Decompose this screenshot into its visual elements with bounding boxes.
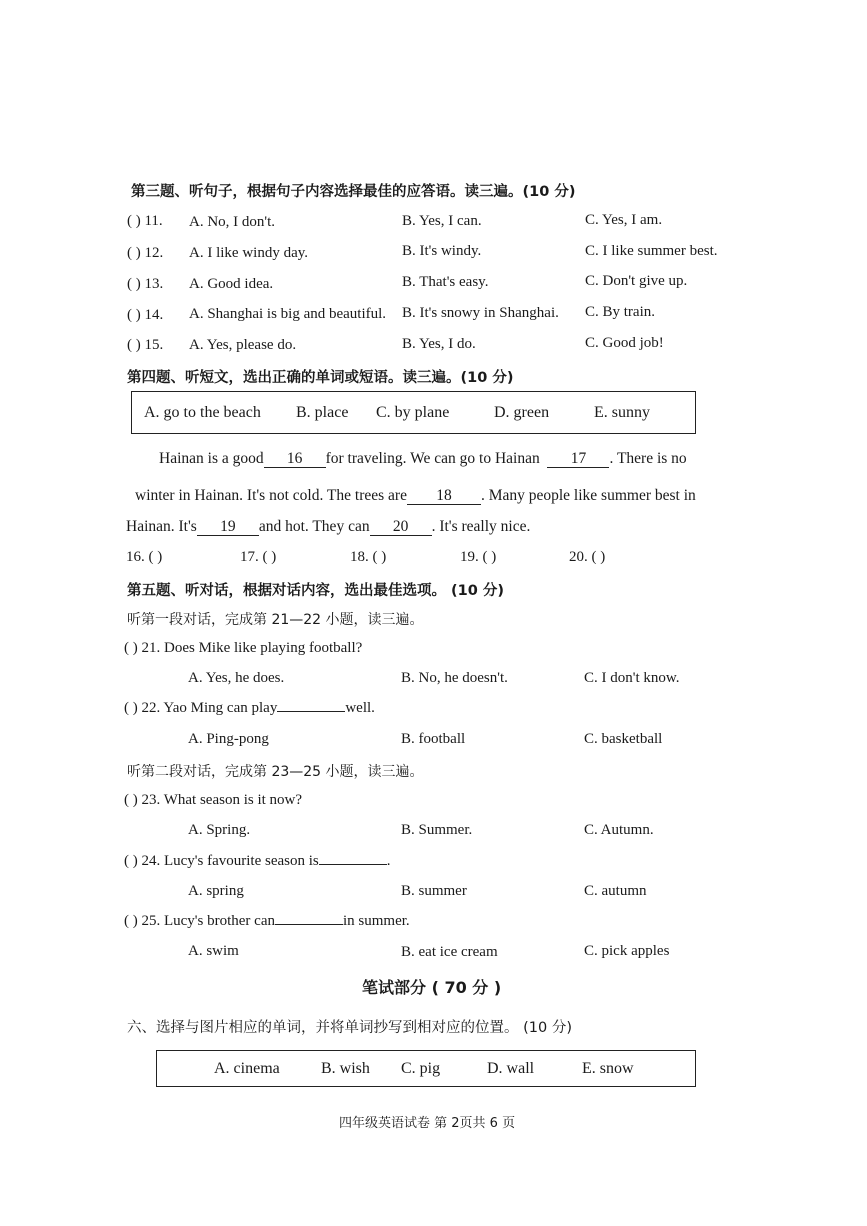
passage-line-1 <box>159 450 687 468</box>
word-bank-item: E. snow <box>582 1060 634 1077</box>
passage-text: . Many people like summer best in <box>480 487 696 504</box>
passage-text: winter in Hainan. It's not cold. The trees are <box>135 487 407 504</box>
option-a: A. No, I don't. <box>189 214 276 230</box>
option-b: B. Yes, I do. <box>402 336 476 352</box>
option-c: C. Don't give up. <box>585 273 688 289</box>
option-c: C. Autumn. <box>584 822 654 838</box>
question-number: ( ) 15. <box>127 337 164 353</box>
answer-blank <box>277 711 345 712</box>
option-b: B. football <box>401 731 466 747</box>
question-number: ( ) 12. <box>127 245 164 261</box>
answer-18[interactable]: 18. ( ) <box>350 549 387 565</box>
answer-17[interactable]: 17. ( ) <box>240 549 277 565</box>
section4-title: 第四题、听短文，选出正确的单词或短语。读三遍。(10 分) <box>127 370 514 386</box>
word-bank-item: C. pig <box>401 1060 441 1077</box>
word-bank-item: B. wish <box>321 1060 370 1077</box>
word-bank-item: C. by plane <box>376 404 450 421</box>
section6-title: 六、选择与图片相应的单词，并将单词抄写到相对应的位置。 (10 分) <box>127 1020 572 1036</box>
blank-20: 20 <box>370 519 432 536</box>
answer-19[interactable]: 19. ( ) <box>460 549 497 565</box>
option-b: B. No, he doesn't. <box>401 670 508 686</box>
question-stem: well. <box>345 700 375 716</box>
option-c: C. Good job! <box>585 335 664 351</box>
option-b: B. Summer. <box>401 822 473 838</box>
option-c: C. autumn <box>584 883 647 899</box>
question-stem: ( ) 22. Yao Ming can play <box>124 700 278 716</box>
passage-text: . It's really nice. <box>431 518 531 535</box>
option-a: A. Ping-pong <box>188 731 269 747</box>
option-b: B. That's easy. <box>402 274 489 290</box>
question-number: ( ) 13. <box>127 276 164 292</box>
word-bank-item: A. go to the beach <box>144 404 261 421</box>
answer-20[interactable]: 20. ( ) <box>569 549 606 565</box>
passage-text: for traveling. We can go to Hainan <box>325 450 540 467</box>
blank-16: 16 <box>264 451 326 468</box>
word-bank-item: E. sunny <box>594 404 650 421</box>
option-a: A. spring <box>188 883 244 899</box>
question-23: ( ) 23. What season is it now? <box>124 792 303 808</box>
option-c: C. pick apples <box>584 943 670 959</box>
question-stem: in summer. <box>342 913 410 929</box>
question-stem: . <box>386 853 391 869</box>
question-number: ( ) 11. <box>127 213 163 229</box>
blank-19: 19 <box>197 519 259 536</box>
option-a: A. swim <box>188 943 239 959</box>
option-c: C. By train. <box>585 304 655 320</box>
word-bank-box <box>156 1050 696 1087</box>
passage-text: Hainan is a good <box>159 450 264 467</box>
option-c: C. basketball <box>584 731 663 747</box>
option-a: A. Good idea. <box>189 276 274 292</box>
question-21: ( ) 21. Does Mike like playing football? <box>124 640 363 656</box>
question-number: ( ) 14. <box>127 307 164 323</box>
word-bank-item: A. cinema <box>214 1060 280 1077</box>
question-25 <box>124 913 410 930</box>
option-b: B. summer <box>401 883 467 899</box>
option-c: C. Yes, I am. <box>585 212 663 228</box>
answer-blank <box>319 864 387 865</box>
blank-18: 18 <box>407 488 481 505</box>
dialog2-instruction: 听第二段对话，完成第 23—25 小题，读三遍。 <box>127 764 424 780</box>
option-b: B. eat ice cream <box>401 944 498 960</box>
passage-line-3 <box>126 518 530 536</box>
dialog1-instruction: 听第一段对话，完成第 21—22 小题，读三遍。 <box>127 612 424 628</box>
section5-title: 第五题、听对话，根据对话内容，选出最佳选项。 (10 分) <box>127 583 505 599</box>
word-bank-item: D. wall <box>487 1060 535 1077</box>
answer-16[interactable]: 16. ( ) <box>126 549 163 565</box>
word-bank-item: D. green <box>494 404 550 421</box>
answer-blank <box>275 924 343 925</box>
question-22 <box>124 700 375 717</box>
written-part-title: 笔试部分 ( 70 分 ) <box>362 978 502 997</box>
passage-text: Hainan. It's <box>126 518 197 535</box>
option-c: C. I don't know. <box>584 670 680 686</box>
blank-17: 17 <box>547 451 609 468</box>
option-a: A. Spring. <box>188 822 251 838</box>
option-b: B. Yes, I can. <box>402 213 482 229</box>
question-24 <box>124 853 391 870</box>
section3-title: 第三题、听句子，根据句子内容选择最佳的应答语。读三遍。(10 分) <box>131 184 576 200</box>
passage-text: . There is no <box>609 450 687 467</box>
page-footer: 四年级英语试卷 第 2页共 6 页 <box>339 1116 516 1131</box>
passage-line-2 <box>135 487 696 505</box>
word-bank-box <box>131 391 696 434</box>
option-a: A. Yes, please do. <box>189 337 297 353</box>
question-stem: ( ) 25. Lucy's brother can <box>124 913 275 929</box>
option-c: C. I like summer best. <box>585 243 718 259</box>
option-b: B. It's snowy in Shanghai. <box>402 305 559 321</box>
option-b: B. It's windy. <box>402 243 482 259</box>
passage-text: and hot. They can <box>258 518 370 535</box>
word-bank-item: B. place <box>296 404 349 421</box>
option-a: A. Shanghai is big and beautiful. <box>189 306 387 322</box>
question-stem: ( ) 24. Lucy's favourite season is <box>124 853 319 869</box>
option-a: A. I like windy day. <box>189 245 309 261</box>
option-a: A. Yes, he does. <box>188 670 285 686</box>
